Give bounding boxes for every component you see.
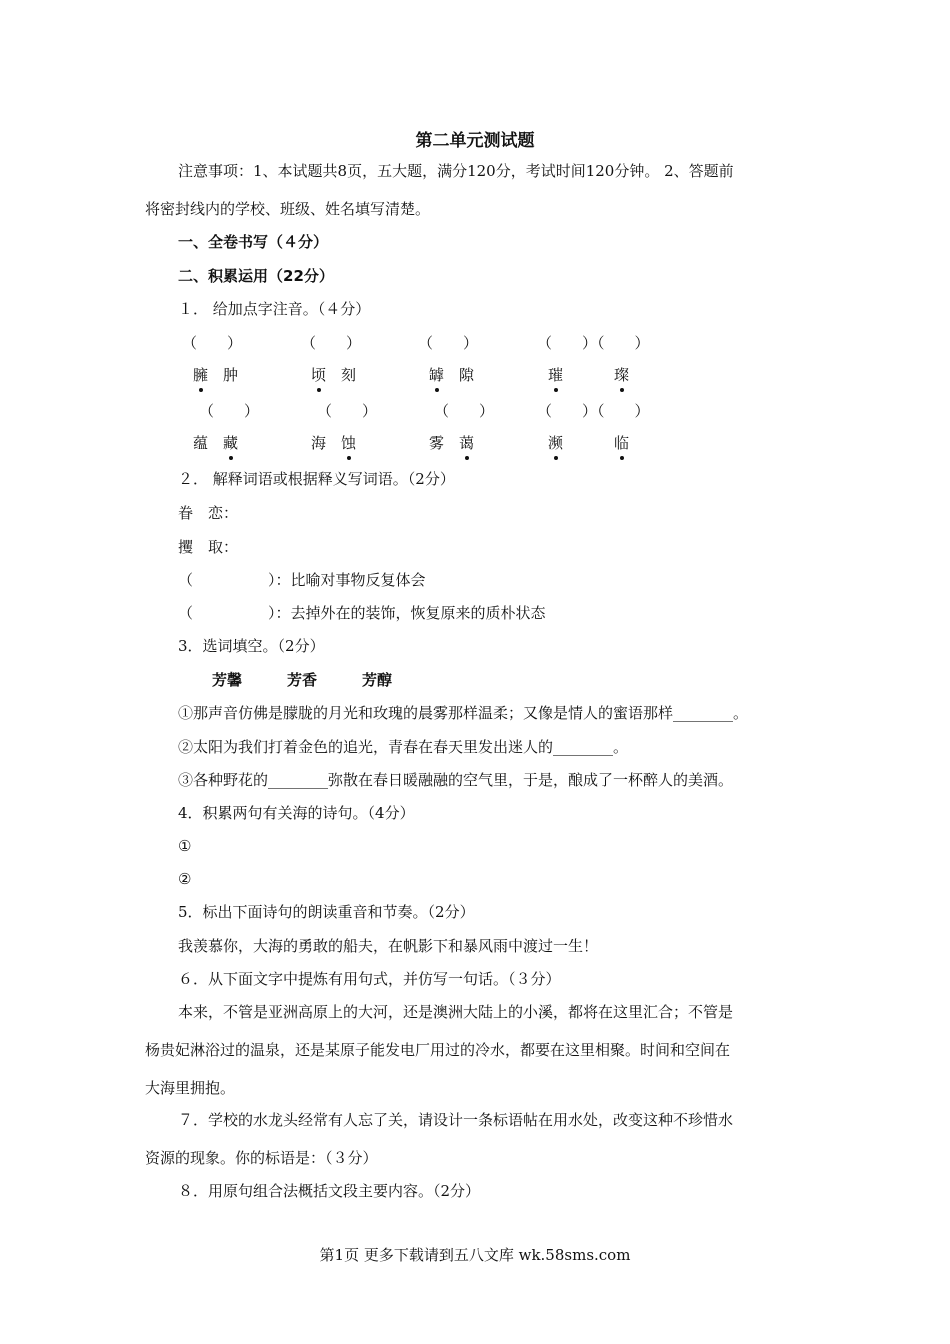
dotted-char: 临 bbox=[614, 434, 630, 452]
dotted-char: 顷 bbox=[311, 366, 327, 384]
word-item bbox=[548, 364, 563, 385]
pinyin-blank: （ ） bbox=[301, 334, 362, 352]
word-item bbox=[193, 432, 238, 453]
question-2-item-c: （ ）：比喻对事物反复体会 bbox=[178, 571, 426, 589]
page-title: 第二单元测试题 bbox=[415, 131, 535, 151]
question-1: １． 给加点字注音。（４分） bbox=[178, 300, 371, 318]
word-char: 海 bbox=[311, 434, 327, 452]
word-item bbox=[311, 432, 356, 453]
dotted-char: 璨 bbox=[614, 366, 630, 384]
question-2-item-b: 攫 取： bbox=[178, 538, 239, 556]
notice-line-2: 将密封线内的学校、班级、姓名填写清楚。 bbox=[145, 200, 431, 218]
dotted-char: 蚀 bbox=[341, 434, 357, 452]
word-char: 雾 bbox=[429, 434, 445, 452]
question-3: 3．选词填空。（2分） bbox=[178, 637, 325, 655]
question-6: ６．从下面文字中提炼有用句式，并仿写一句话。（３分） bbox=[178, 970, 561, 988]
question-2-item-d: （ ）：去掉外在的装饰，恢复原来的质朴状态 bbox=[178, 604, 546, 622]
word-item bbox=[429, 432, 474, 453]
question-3-sentence-3: ③各种野花的________弥散在春日暖融融的空气里，于是，酿成了一杯醉人的美酒。 bbox=[178, 771, 734, 789]
pinyin-blank: （ ）（ ） bbox=[537, 402, 650, 420]
question-2: ２． 解释词语或根据释义写词语。（2分） bbox=[178, 470, 455, 488]
dotted-char: 藏 bbox=[223, 434, 239, 452]
question-3-sentence-1: ①那声音仿佛是朦胧的月光和玫瑰的晨雾那样温柔；又像是情人的蜜语那样________。 bbox=[178, 704, 749, 722]
question-3-word-choices: 芳馨 芳香 芳醇 bbox=[212, 671, 393, 689]
notice-line-1: 注意事项：1、本试题共8页，五大题，满分120分，考试时间120分钟。 2、答题前 bbox=[178, 162, 734, 180]
question-4-answer-2: ② bbox=[178, 870, 192, 888]
question-3-sentence-2: ②太阳为我们打着金色的追光，青春在春天里发出迷人的________。 bbox=[178, 738, 629, 756]
question-2-item-a: 眷 恋： bbox=[178, 504, 239, 522]
question-6-passage-line-3: 大海里拥抱。 bbox=[145, 1079, 236, 1097]
dotted-char: 璀 bbox=[548, 366, 564, 384]
question-6-passage-line-1: 本来，不管是亚洲高原上的大河，还是澳洲大陆上的小溪，都将在这里汇合；不管是 bbox=[178, 1003, 734, 1021]
word-item bbox=[614, 432, 629, 453]
word-item bbox=[614, 364, 629, 385]
word-item bbox=[311, 364, 356, 385]
pinyin-blank: （ ） bbox=[317, 402, 378, 420]
question-8: ８．用原句组合法概括文段主要内容。（2分） bbox=[178, 1182, 481, 1200]
dotted-char: 罅 bbox=[429, 366, 445, 384]
pinyin-blank: （ ） bbox=[182, 334, 243, 352]
word-char: 蕴 bbox=[193, 434, 209, 452]
page-footer: 第1页 更多下载请到五八文库 wk.58sms.com bbox=[319, 1246, 631, 1264]
pinyin-blank: （ ） bbox=[199, 402, 260, 420]
question-5: 5．标出下面诗句的朗读重音和节奏。（2分） bbox=[178, 903, 475, 921]
dotted-char: 蔼 bbox=[459, 434, 475, 452]
question-7-line-1: ７．学校的水龙头经常有人忘了关，请设计一条标语帖在用水处，改变这种不珍惜水 bbox=[178, 1111, 734, 1129]
word-char: 隙 bbox=[459, 366, 475, 384]
word-item bbox=[429, 364, 474, 385]
word-item bbox=[193, 364, 238, 385]
question-6-passage-line-2: 杨贵妃淋浴过的温泉，还是某原子能发电厂用过的冷水，都要在这里相聚。时间和空间在 bbox=[145, 1041, 731, 1059]
section-heading-writing: 一、全卷书写（４分） bbox=[178, 233, 329, 251]
pinyin-blank: （ ） bbox=[418, 334, 479, 352]
dotted-char: 濒 bbox=[548, 434, 564, 452]
question-7-line-2: 资源的现象。你的标语是：（３分） bbox=[145, 1149, 378, 1167]
dotted-char: 臃 bbox=[193, 366, 209, 384]
section-heading-accumulation: 二、积累运用（22分） bbox=[178, 267, 334, 285]
question-5-poem: 我羡慕你，大海的勇敢的船夫，在帆影下和暴风雨中渡过一生！ bbox=[178, 937, 599, 955]
pinyin-blank: （ ）（ ） bbox=[537, 334, 650, 352]
word-char: 肿 bbox=[223, 366, 239, 384]
word-char: 刻 bbox=[341, 366, 357, 384]
pinyin-blank: （ ） bbox=[434, 402, 495, 420]
word-item bbox=[548, 432, 563, 453]
question-4-answer-1: ① bbox=[178, 837, 192, 855]
question-4: 4．积累两句有关海的诗句。（4分） bbox=[178, 804, 415, 822]
